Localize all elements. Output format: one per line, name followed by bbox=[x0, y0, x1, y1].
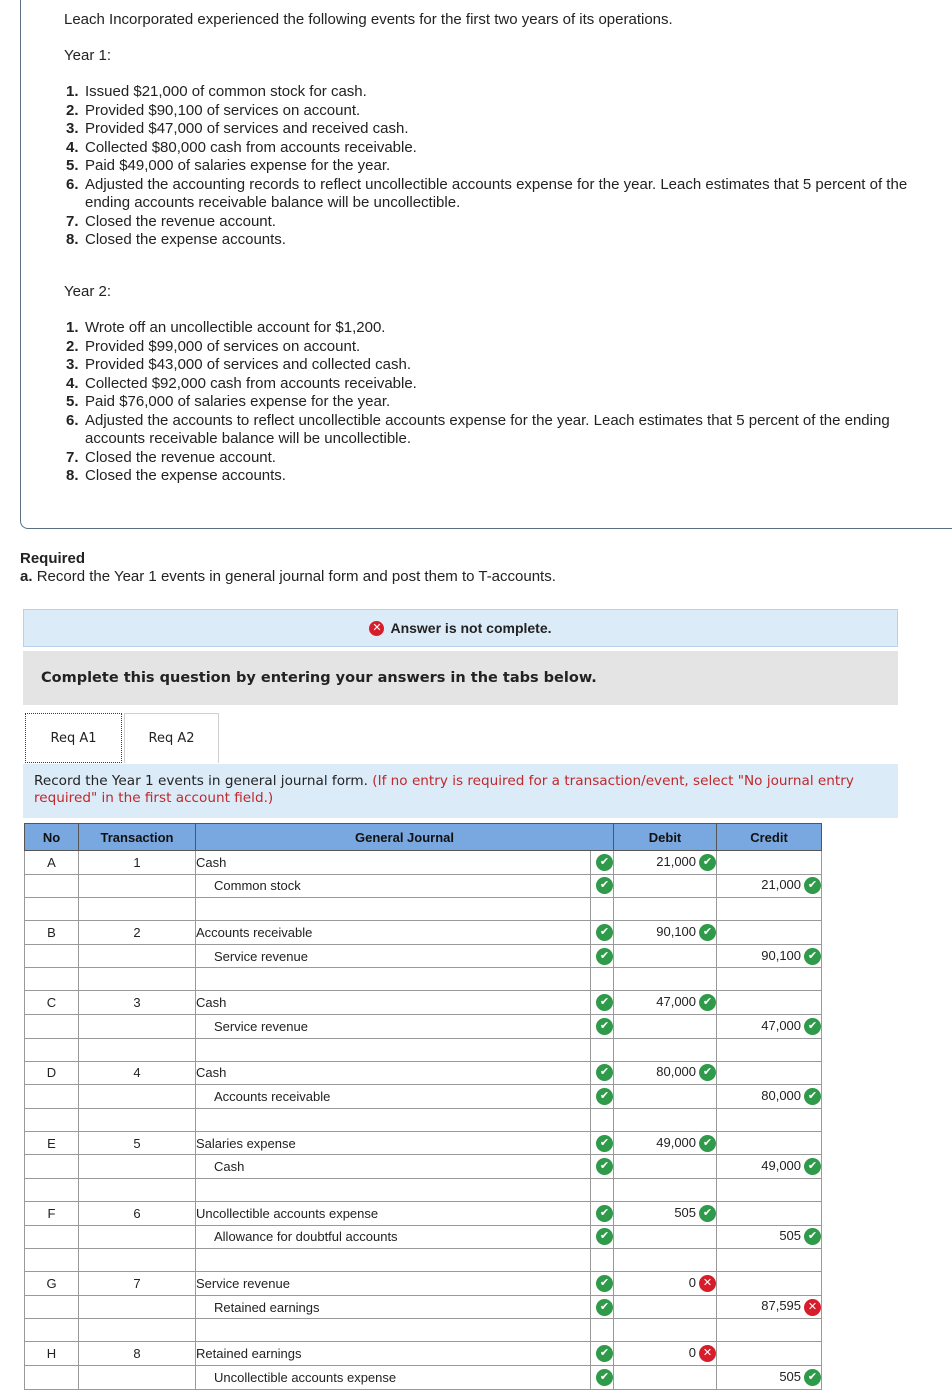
account-status-cell bbox=[591, 921, 614, 945]
empty-cell bbox=[79, 1249, 196, 1272]
credit-field[interactable] bbox=[717, 1014, 822, 1038]
entry-no-cell: H bbox=[25, 1342, 79, 1366]
journal-row bbox=[25, 1201, 822, 1225]
empty-cell bbox=[79, 1038, 196, 1061]
required-part-a bbox=[20, 568, 556, 585]
entry-no-cell bbox=[25, 874, 79, 898]
event-item bbox=[66, 375, 936, 394]
empty-cell bbox=[79, 898, 196, 921]
year2-event-list bbox=[66, 319, 936, 486]
credit-field[interactable] bbox=[717, 1272, 822, 1296]
event-item bbox=[66, 393, 936, 412]
event-text: Adjusted the accounting records to reflect uncollectible accounts expense for the year. Leach estimates that 5 percent of the ending accounts receivable balance will be uncollectible. bbox=[85, 175, 908, 211]
part-a-text: Record the Year 1 events in general journal form and post them to T-accounts. bbox=[36, 568, 556, 585]
header-debit: Debit bbox=[614, 824, 717, 851]
instruction-note: (If no entry is required for a transaction/event, select "No journal entry required" in the first account field.) bbox=[34, 773, 854, 806]
journal-row bbox=[25, 921, 822, 945]
correct-check-icon: ✔ bbox=[699, 854, 716, 871]
transaction-cell: 3 bbox=[79, 991, 196, 1015]
amount-field[interactable] bbox=[717, 1319, 822, 1342]
debit-field[interactable] bbox=[614, 1014, 717, 1038]
debit-field[interactable] bbox=[614, 1365, 717, 1389]
problem-intro: Leach Incorporated experienced the following events for the first two years of its operations. bbox=[64, 11, 673, 28]
correct-check-icon: ✔ bbox=[596, 1345, 613, 1362]
header-general-journal: General Journal bbox=[196, 824, 614, 851]
account-status-cell bbox=[591, 1061, 614, 1085]
entry-no-cell bbox=[25, 1365, 79, 1389]
header-credit: Credit bbox=[717, 824, 822, 851]
credit-field[interactable] bbox=[717, 851, 822, 875]
entry-no-cell: G bbox=[25, 1272, 79, 1296]
account-status-cell bbox=[591, 1295, 614, 1319]
debit-field[interactable] bbox=[614, 1061, 717, 1085]
account-field[interactable] bbox=[196, 1178, 591, 1201]
account-status-cell bbox=[591, 1085, 614, 1109]
entry-no-cell bbox=[25, 1225, 79, 1249]
empty-cell bbox=[591, 898, 614, 921]
complete-prompt: Complete this question by entering your answers in the tabs below. bbox=[23, 651, 898, 705]
debit-value: 80,000 bbox=[656, 1064, 697, 1080]
entry-no-cell: F bbox=[25, 1201, 79, 1225]
answer-status-banner bbox=[23, 609, 898, 647]
account-field[interactable]: Common stock bbox=[196, 874, 591, 898]
account-status-cell bbox=[591, 1272, 614, 1296]
correct-check-icon: ✔ bbox=[596, 994, 613, 1011]
event-text: Closed the revenue account. bbox=[85, 448, 276, 466]
empty-cell bbox=[591, 1178, 614, 1201]
account-field[interactable] bbox=[196, 1249, 591, 1272]
credit-value: 49,000 bbox=[761, 1158, 802, 1174]
part-a-letter: a. bbox=[20, 568, 33, 585]
transaction-cell: 4 bbox=[79, 1061, 196, 1085]
instruction-text: Record the Year 1 events in general journal form. bbox=[34, 773, 368, 789]
account-status-cell bbox=[591, 1342, 614, 1366]
event-number: 5. bbox=[66, 157, 79, 174]
tab-req-a1[interactable]: Req A1 bbox=[25, 713, 122, 763]
transaction-cell bbox=[79, 1295, 196, 1319]
journal-row bbox=[25, 874, 822, 898]
debit-field[interactable] bbox=[614, 1201, 717, 1225]
credit-value: 87,595 bbox=[761, 1298, 802, 1314]
journal-row bbox=[25, 944, 822, 968]
event-text: Closed the expense accounts. bbox=[85, 467, 286, 484]
amount-field[interactable] bbox=[614, 1038, 717, 1061]
event-item bbox=[66, 412, 936, 449]
journal-blank-row bbox=[25, 1178, 822, 1201]
account-field[interactable]: Cash bbox=[196, 991, 591, 1015]
entry-no-cell: D bbox=[25, 1061, 79, 1085]
correct-check-icon: ✔ bbox=[699, 1135, 716, 1152]
correct-check-icon: ✔ bbox=[596, 924, 613, 941]
year1-event-list bbox=[66, 83, 936, 250]
event-number: 6. bbox=[66, 175, 79, 193]
credit-value: 505 bbox=[779, 1368, 802, 1384]
credit-value: 90,100 bbox=[761, 947, 802, 963]
correct-check-icon: ✔ bbox=[699, 1205, 716, 1222]
event-text: Paid $76,000 of salaries expense for the year. bbox=[85, 393, 391, 410]
event-number: 1. bbox=[66, 83, 79, 100]
correct-check-icon: ✔ bbox=[596, 1275, 613, 1292]
event-text: Issued $21,000 of common stock for cash. bbox=[85, 83, 367, 100]
credit-field[interactable] bbox=[717, 1295, 822, 1319]
event-number: 3. bbox=[66, 120, 79, 137]
correct-check-icon: ✔ bbox=[596, 1158, 613, 1175]
entry-no-cell bbox=[25, 1155, 79, 1179]
transaction-cell: 7 bbox=[79, 1272, 196, 1296]
debit-value: 47,000 bbox=[656, 994, 697, 1010]
empty-cell bbox=[25, 1319, 79, 1342]
correct-check-icon: ✔ bbox=[596, 877, 613, 894]
journal-header-row bbox=[25, 824, 822, 851]
debit-field[interactable] bbox=[614, 991, 717, 1015]
empty-cell bbox=[591, 1319, 614, 1342]
debit-value: 0 bbox=[688, 1274, 697, 1290]
amount-field[interactable] bbox=[614, 1249, 717, 1272]
account-status-cell bbox=[591, 851, 614, 875]
journal-blank-row bbox=[25, 968, 822, 991]
debit-field[interactable] bbox=[614, 1295, 717, 1319]
correct-check-icon: ✔ bbox=[804, 1228, 821, 1245]
correct-check-icon: ✔ bbox=[596, 1369, 613, 1386]
debit-field[interactable] bbox=[614, 1342, 717, 1366]
journal-row bbox=[25, 1014, 822, 1038]
credit-field[interactable] bbox=[717, 1365, 822, 1389]
account-status-cell bbox=[591, 1225, 614, 1249]
journal-row bbox=[25, 1225, 822, 1249]
empty-cell bbox=[25, 898, 79, 921]
transaction-cell: 1 bbox=[79, 851, 196, 875]
empty-cell bbox=[591, 1038, 614, 1061]
event-item bbox=[66, 139, 936, 158]
correct-check-icon: ✔ bbox=[804, 948, 821, 965]
event-text: Paid $49,000 of salaries expense for the year. bbox=[85, 157, 391, 174]
empty-cell bbox=[25, 1178, 79, 1201]
account-field[interactable]: Service revenue bbox=[196, 1272, 591, 1296]
debit-value: 505 bbox=[674, 1204, 697, 1220]
debit-value: 0 bbox=[688, 1345, 697, 1361]
journal-row bbox=[25, 1085, 822, 1109]
account-status-cell bbox=[591, 1155, 614, 1179]
event-text: Collected $92,000 cash from accounts receivable. bbox=[85, 374, 417, 392]
event-text: Provided $47,000 of services and received cash. bbox=[85, 120, 409, 137]
tab-req-a2[interactable]: Req A2 bbox=[124, 713, 219, 763]
account-field[interactable]: Service revenue bbox=[196, 944, 591, 968]
account-field[interactable]: Allowance for doubtful accounts bbox=[196, 1225, 591, 1249]
event-text: Adjusted the accounts to reflect uncollectible accounts expense for the year. Leach estimates that 5 percent of the ending accounts receivable balance will be uncollectible. bbox=[85, 411, 890, 447]
amount-field[interactable] bbox=[614, 898, 717, 921]
amount-field[interactable] bbox=[717, 1108, 822, 1131]
transaction-cell: 2 bbox=[79, 921, 196, 945]
instruction-panel bbox=[23, 764, 898, 818]
empty-cell bbox=[25, 1038, 79, 1061]
correct-check-icon: ✔ bbox=[596, 1299, 613, 1316]
credit-field[interactable] bbox=[717, 921, 822, 945]
transaction-cell: 8 bbox=[79, 1342, 196, 1366]
event-text: Wrote off an uncollectible account for $1,200. bbox=[85, 319, 386, 336]
event-number: 8. bbox=[66, 467, 79, 484]
journal-row bbox=[25, 1295, 822, 1319]
transaction-cell bbox=[79, 1365, 196, 1389]
entry-no-cell: E bbox=[25, 1131, 79, 1155]
account-field[interactable] bbox=[196, 1319, 591, 1342]
empty-cell bbox=[79, 1319, 196, 1342]
debit-field[interactable] bbox=[614, 1085, 717, 1109]
event-item bbox=[66, 467, 936, 486]
credit-field[interactable] bbox=[717, 1225, 822, 1249]
transaction-cell bbox=[79, 1014, 196, 1038]
amount-field[interactable] bbox=[614, 1108, 717, 1131]
transaction-cell: 5 bbox=[79, 1131, 196, 1155]
entry-no-cell bbox=[25, 1085, 79, 1109]
account-status-cell bbox=[591, 1131, 614, 1155]
correct-check-icon: ✔ bbox=[804, 1158, 821, 1175]
debit-field[interactable] bbox=[614, 1155, 717, 1179]
event-item bbox=[66, 120, 936, 139]
debit-field[interactable] bbox=[614, 1225, 717, 1249]
event-item bbox=[66, 102, 936, 121]
amount-field[interactable] bbox=[717, 1178, 822, 1201]
amount-field[interactable] bbox=[717, 1038, 822, 1061]
account-field[interactable]: Accounts receivable bbox=[196, 921, 591, 945]
amount-field[interactable] bbox=[717, 1249, 822, 1272]
event-number: 7. bbox=[66, 448, 79, 466]
incorrect-icon: ✕ bbox=[699, 1345, 716, 1362]
account-field[interactable]: Retained earnings bbox=[196, 1295, 591, 1319]
empty-cell bbox=[591, 1249, 614, 1272]
credit-field[interactable] bbox=[717, 1155, 822, 1179]
event-item bbox=[66, 83, 936, 102]
journal-blank-row bbox=[25, 1038, 822, 1061]
correct-check-icon: ✔ bbox=[596, 1064, 613, 1081]
credit-field[interactable] bbox=[717, 944, 822, 968]
year2-label: Year 2: bbox=[64, 283, 111, 300]
account-status-cell bbox=[591, 1201, 614, 1225]
journal-row bbox=[25, 1155, 822, 1179]
transaction-cell bbox=[79, 1225, 196, 1249]
account-field[interactable]: Service revenue bbox=[196, 1014, 591, 1038]
empty-cell bbox=[25, 1108, 79, 1131]
event-item bbox=[66, 356, 936, 375]
debit-field[interactable] bbox=[614, 851, 717, 875]
correct-check-icon: ✔ bbox=[804, 1018, 821, 1035]
account-field[interactable] bbox=[196, 1108, 591, 1131]
incorrect-icon: ✕ bbox=[804, 1299, 821, 1316]
correct-check-icon: ✔ bbox=[596, 1088, 613, 1105]
credit-field[interactable] bbox=[717, 1131, 822, 1155]
journal-blank-row bbox=[25, 1319, 822, 1342]
journal-row bbox=[25, 991, 822, 1015]
event-number: 5. bbox=[66, 393, 79, 410]
credit-field[interactable] bbox=[717, 1201, 822, 1225]
event-number: 6. bbox=[66, 411, 79, 429]
event-text: Provided $99,000 of services on account. bbox=[85, 337, 361, 355]
transaction-cell: 6 bbox=[79, 1201, 196, 1225]
debit-field[interactable] bbox=[614, 921, 717, 945]
journal-blank-row bbox=[25, 1249, 822, 1272]
account-field[interactable]: Salaries expense bbox=[196, 1131, 591, 1155]
event-item bbox=[66, 213, 936, 232]
credit-value: 21,000 bbox=[761, 877, 802, 893]
event-item bbox=[66, 157, 936, 176]
credit-value: 505 bbox=[779, 1228, 802, 1244]
required-heading: Required bbox=[20, 550, 86, 567]
correct-check-icon: ✔ bbox=[699, 924, 716, 941]
correct-check-icon: ✔ bbox=[699, 1064, 716, 1081]
event-item bbox=[66, 319, 936, 338]
header-transaction: Transaction bbox=[79, 824, 196, 851]
amount-field[interactable] bbox=[614, 1178, 717, 1201]
journal-blank-row bbox=[25, 1108, 822, 1131]
general-journal-table bbox=[24, 823, 822, 1390]
incorrect-icon: ✕ bbox=[369, 621, 384, 636]
account-status-cell bbox=[591, 991, 614, 1015]
account-field[interactable]: Cash bbox=[196, 851, 591, 875]
header-no: No bbox=[25, 824, 79, 851]
event-number: 7. bbox=[66, 212, 79, 230]
journal-row bbox=[25, 1342, 822, 1366]
correct-check-icon: ✔ bbox=[804, 1088, 821, 1105]
correct-check-icon: ✔ bbox=[596, 948, 613, 965]
credit-field[interactable] bbox=[717, 991, 822, 1015]
account-field[interactable] bbox=[196, 968, 591, 991]
correct-check-icon: ✔ bbox=[699, 994, 716, 1011]
account-status-cell bbox=[591, 1014, 614, 1038]
account-field[interactable]: Uncollectible accounts expense bbox=[196, 1201, 591, 1225]
event-text: Closed the expense accounts. bbox=[85, 231, 286, 248]
empty-cell bbox=[25, 1249, 79, 1272]
entry-no-cell bbox=[25, 1014, 79, 1038]
year1-label: Year 1: bbox=[64, 47, 111, 64]
credit-value: 80,000 bbox=[761, 1087, 802, 1103]
debit-field[interactable] bbox=[614, 1131, 717, 1155]
empty-cell bbox=[591, 968, 614, 991]
correct-check-icon: ✔ bbox=[804, 1369, 821, 1386]
event-number: 4. bbox=[66, 374, 79, 392]
credit-field[interactable] bbox=[717, 1061, 822, 1085]
credit-value: 47,000 bbox=[761, 1017, 802, 1033]
debit-field[interactable] bbox=[614, 1272, 717, 1296]
account-status-cell bbox=[591, 1365, 614, 1389]
empty-cell bbox=[79, 1178, 196, 1201]
correct-check-icon: ✔ bbox=[804, 877, 821, 894]
account-field[interactable] bbox=[196, 1038, 591, 1061]
credit-field[interactable] bbox=[717, 1085, 822, 1109]
empty-cell bbox=[79, 1108, 196, 1131]
answer-status-text: Answer is not complete. bbox=[390, 620, 552, 636]
debit-value: 49,000 bbox=[656, 1134, 697, 1150]
entry-no-cell: B bbox=[25, 921, 79, 945]
event-number: 2. bbox=[66, 101, 79, 119]
transaction-cell bbox=[79, 944, 196, 968]
account-field[interactable]: Cash bbox=[196, 1061, 591, 1085]
account-field[interactable]: Accounts receivable bbox=[196, 1085, 591, 1109]
debit-value: 21,000 bbox=[656, 853, 697, 869]
correct-check-icon: ✔ bbox=[596, 1205, 613, 1222]
account-field[interactable]: Uncollectible accounts expense bbox=[196, 1365, 591, 1389]
amount-field[interactable] bbox=[717, 968, 822, 991]
event-text: Closed the revenue account. bbox=[85, 212, 276, 230]
debit-field[interactable] bbox=[614, 944, 717, 968]
event-item bbox=[66, 338, 936, 357]
event-item bbox=[66, 449, 936, 468]
event-number: 3. bbox=[66, 356, 79, 373]
journal-row bbox=[25, 1272, 822, 1296]
credit-field[interactable] bbox=[717, 874, 822, 898]
amount-field[interactable] bbox=[614, 968, 717, 991]
event-item bbox=[66, 176, 936, 213]
transaction-cell bbox=[79, 1155, 196, 1179]
account-status-cell bbox=[591, 944, 614, 968]
journal-blank-row bbox=[25, 898, 822, 921]
correct-check-icon: ✔ bbox=[596, 1228, 613, 1245]
empty-cell bbox=[25, 968, 79, 991]
amount-field[interactable] bbox=[717, 898, 822, 921]
event-number: 2. bbox=[66, 337, 79, 355]
correct-check-icon: ✔ bbox=[596, 854, 613, 871]
account-field[interactable] bbox=[196, 898, 591, 921]
event-text: Provided $90,100 of services on account. bbox=[85, 101, 361, 119]
entry-no-cell: C bbox=[25, 991, 79, 1015]
journal-row bbox=[25, 851, 822, 875]
empty-cell bbox=[79, 968, 196, 991]
debit-field[interactable] bbox=[614, 874, 717, 898]
event-item bbox=[66, 231, 936, 250]
account-status-cell bbox=[591, 874, 614, 898]
correct-check-icon: ✔ bbox=[596, 1018, 613, 1035]
journal-row bbox=[25, 1365, 822, 1389]
empty-cell bbox=[591, 1108, 614, 1131]
event-number: 4. bbox=[66, 138, 79, 156]
entry-no-cell bbox=[25, 944, 79, 968]
entry-no-cell: A bbox=[25, 851, 79, 875]
journal-row bbox=[25, 1061, 822, 1085]
entry-no-cell bbox=[25, 1295, 79, 1319]
account-field[interactable]: Cash bbox=[196, 1155, 591, 1179]
event-number: 8. bbox=[66, 231, 79, 248]
journal-row bbox=[25, 1131, 822, 1155]
transaction-cell bbox=[79, 874, 196, 898]
amount-field[interactable] bbox=[614, 1319, 717, 1342]
debit-value: 90,100 bbox=[656, 923, 697, 939]
event-text: Collected $80,000 cash from accounts receivable. bbox=[85, 138, 417, 156]
account-field[interactable]: Retained earnings bbox=[196, 1342, 591, 1366]
transaction-cell bbox=[79, 1085, 196, 1109]
event-number: 1. bbox=[66, 319, 79, 336]
incorrect-icon: ✕ bbox=[699, 1275, 716, 1292]
event-text: Provided $43,000 of services and collected cash. bbox=[85, 356, 412, 373]
correct-check-icon: ✔ bbox=[596, 1135, 613, 1152]
credit-field[interactable] bbox=[717, 1342, 822, 1366]
